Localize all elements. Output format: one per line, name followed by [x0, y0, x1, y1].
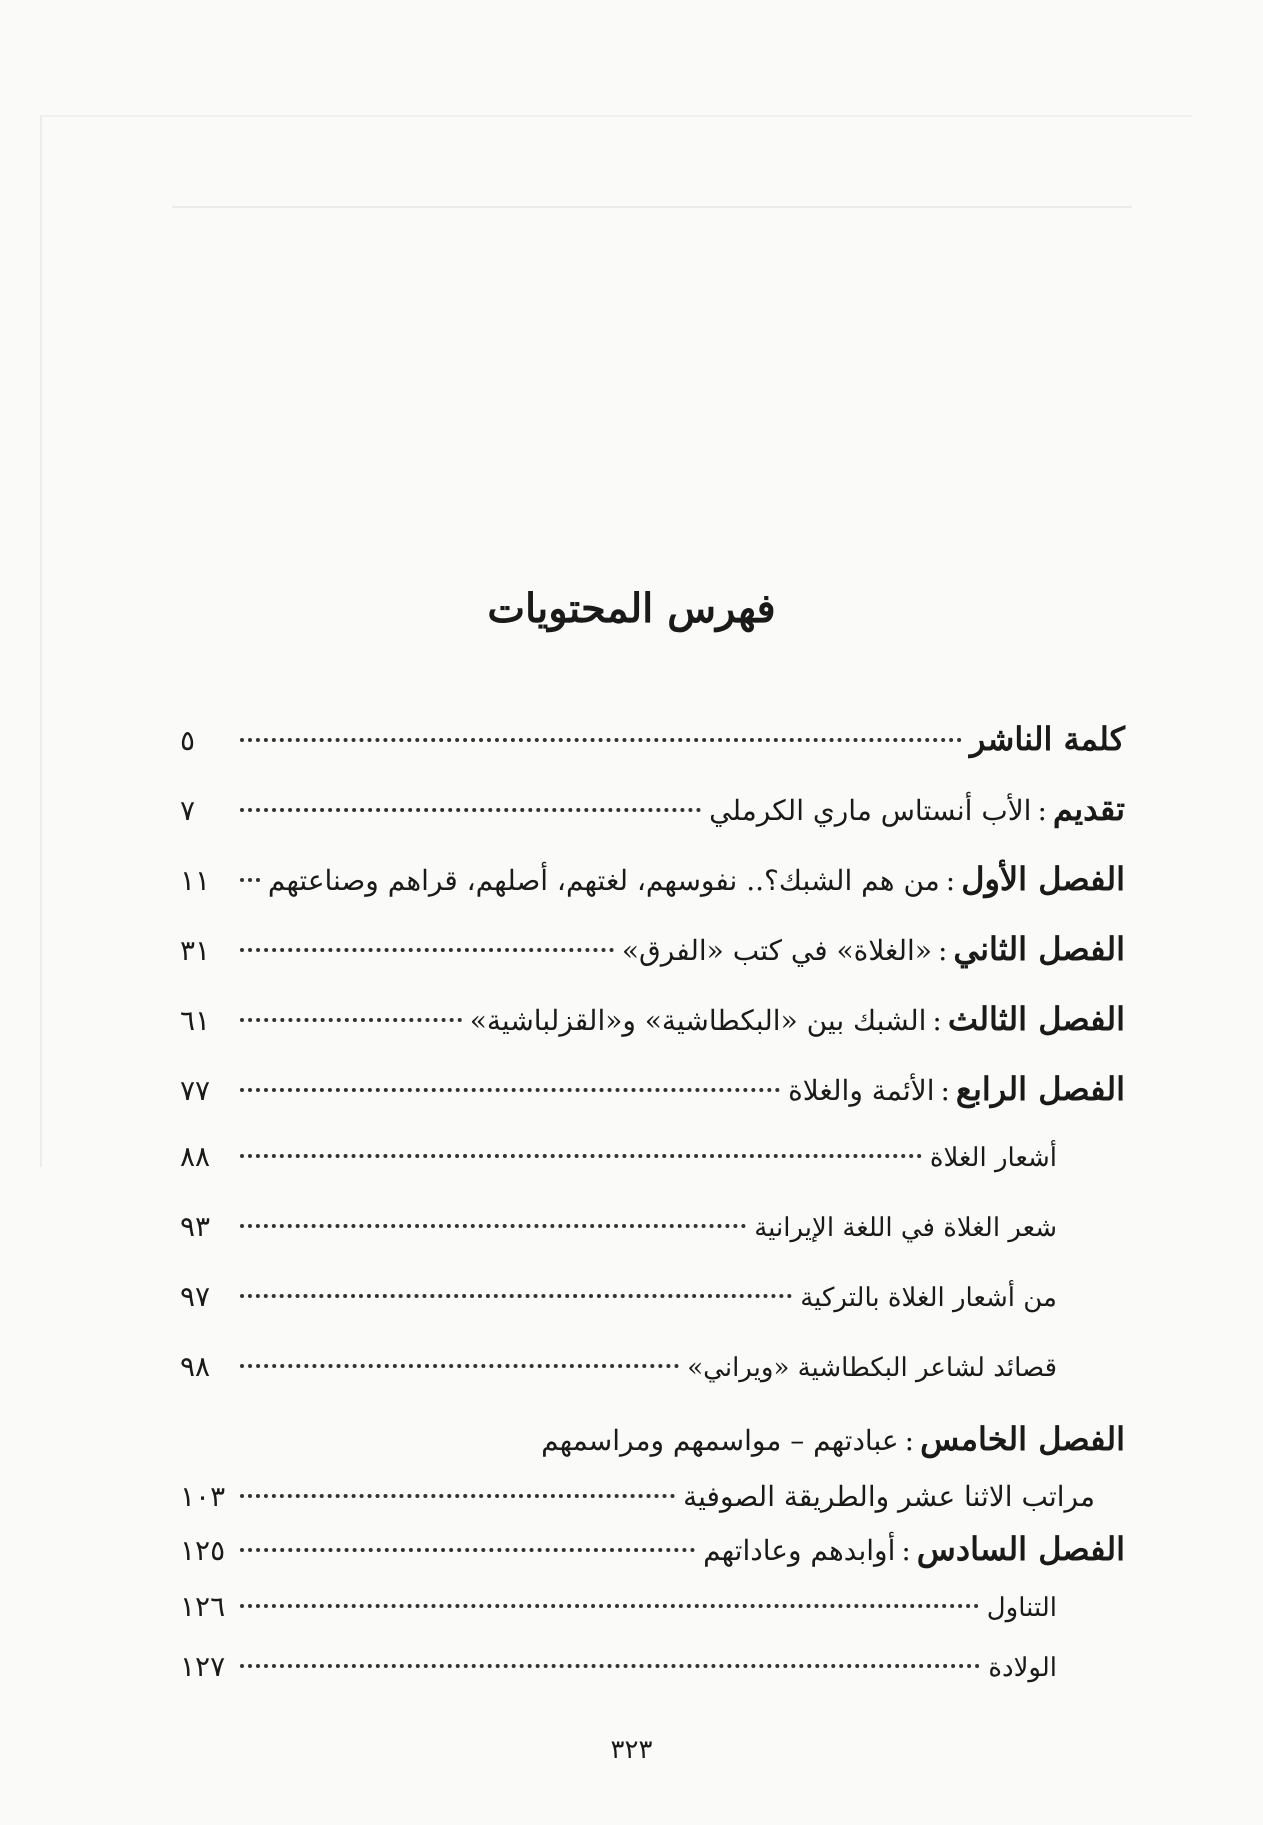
colon-separator: : [945, 864, 956, 897]
toc-entry-chapter-5-continuation[interactable] [180, 1480, 1125, 1520]
toc-entry-text [930, 1143, 1125, 1173]
toc-page-number: ١٢٥ [180, 1534, 226, 1567]
toc-entry-chapter-3[interactable] [180, 990, 1125, 1060]
toc-entry-title: الأب أنستاس ماري الكرملي [709, 794, 1032, 827]
toc-entry-text [709, 790, 1125, 828]
dot-leader [240, 1664, 980, 1668]
toc-entry-text [470, 1000, 1125, 1038]
toc-entry-title: الأئمة والغلاة [788, 1074, 935, 1107]
page-title: فهرس المحتويات [487, 585, 776, 632]
dot-leader [240, 1604, 979, 1608]
toc-entry-chapter-6[interactable] [180, 1520, 1125, 1590]
dot-leader [240, 948, 614, 952]
toc-entry-label: الفصل الخامس [920, 1420, 1125, 1458]
toc-entry-text [268, 860, 1125, 898]
toc-subentry[interactable] [180, 1200, 1125, 1270]
toc-page-number: ١٢٧ [180, 1650, 226, 1683]
toc-page-number: ٨٨ [180, 1140, 211, 1173]
toc-entry-title: «الغلاة» في كتب «الفرق» [621, 934, 932, 967]
toc-entry-chapter-2[interactable] [180, 920, 1125, 990]
dot-leader [240, 738, 962, 742]
toc-entry-label: الفصل الرابع [955, 1070, 1125, 1108]
toc-entry-chapter-4[interactable] [180, 1060, 1125, 1130]
toc-entry-label: كلمة الناشر [969, 720, 1125, 758]
toc-entry-text [622, 930, 1125, 968]
dot-leader [240, 1364, 679, 1368]
toc-page-number: ٧٧ [180, 1074, 211, 1107]
toc-page-number: ١٢٦ [180, 1590, 226, 1623]
page-number: ٣٢٣ [610, 1735, 653, 1765]
toc-entry-publisher-note[interactable] [180, 710, 1125, 780]
table-of-contents [180, 710, 1125, 1710]
toc-entry-title: مراتب الاثنا عشر والطريقة الصوفية [683, 1480, 1095, 1513]
dot-leader [240, 1494, 675, 1498]
toc-entry-text [703, 1530, 1125, 1568]
toc-page-number: ٧ [180, 794, 196, 827]
toc-entry-text [970, 720, 1125, 758]
toc-subentry[interactable] [180, 1270, 1125, 1340]
colon-separator: : [901, 1534, 911, 1567]
toc-page-number: ٣١ [180, 934, 211, 967]
toc-page-number: ٩٨ [180, 1350, 211, 1383]
colon-separator: : [1037, 794, 1047, 827]
toc-subentry[interactable] [180, 1130, 1125, 1200]
toc-entry-chapter-5[interactable] [180, 1410, 1125, 1480]
toc-entry-text [754, 1213, 1125, 1243]
toc-subentry[interactable] [180, 1340, 1125, 1410]
toc-entry-text [988, 1653, 1125, 1683]
dot-leader [240, 878, 260, 882]
toc-entry-title: من هم الشبك؟.. نفوسهم، لغتهم، أصلهم، قراهم وصناعتهم [267, 864, 940, 897]
toc-entry-text [987, 1593, 1125, 1623]
toc-page-number: ١١ [180, 864, 211, 897]
toc-subentry[interactable] [180, 1590, 1125, 1650]
colon-separator: : [932, 1004, 942, 1037]
toc-entry-text [541, 1420, 1125, 1458]
toc-page-number: ٩٣ [180, 1210, 211, 1243]
toc-entry-title: التناول [986, 1593, 1057, 1623]
toc-entry-label: تقديم [1052, 790, 1125, 828]
bleed-through-rule [172, 206, 1132, 208]
dot-leader [240, 1548, 695, 1552]
toc-entry-label: الفصل الثالث [947, 1000, 1125, 1038]
dot-leader [240, 808, 701, 812]
toc-entry-label: الفصل السادس [916, 1530, 1125, 1568]
colon-separator: : [940, 1074, 950, 1107]
toc-entry-title: أوابدهم وعاداتهم [703, 1534, 896, 1567]
dot-leader [240, 1154, 922, 1158]
toc-subentry[interactable] [180, 1650, 1125, 1710]
toc-entry-text [683, 1480, 1125, 1513]
colon-separator: : [904, 1424, 915, 1457]
dot-leader [240, 1018, 462, 1022]
toc-page-number: ١٠٣ [180, 1480, 226, 1513]
toc-entry-title: شعر الغلاة في اللغة الإيرانية [754, 1213, 1057, 1243]
dot-leader [240, 1224, 746, 1228]
toc-entry-title: الولادة [988, 1653, 1057, 1683]
toc-entry-label: الفصل الأول [961, 860, 1125, 898]
toc-entry-text [788, 1070, 1125, 1108]
toc-entry-title: أشعار الغلاة [929, 1143, 1057, 1173]
toc-entry-text [800, 1283, 1125, 1313]
toc-entry-title: قصائد لشاعر البكطاشية «ويراني» [687, 1353, 1057, 1383]
toc-entry-introduction[interactable] [180, 780, 1125, 850]
toc-page-number: ٦١ [180, 1004, 211, 1037]
colon-separator: : [937, 934, 948, 967]
toc-entry-title: عبادتهم – مواسمهم ومراسمهم [541, 1424, 899, 1457]
toc-entry-label: الفصل الثاني [953, 930, 1125, 968]
toc-entry-title: الشبك بين «البكطاشية» و«القزلباشية» [469, 1004, 927, 1037]
toc-entry-text [687, 1353, 1125, 1383]
toc-page-number: ٩٧ [180, 1280, 211, 1313]
toc-entry-chapter-1[interactable] [180, 850, 1125, 920]
dot-leader [240, 1088, 780, 1092]
toc-page-number: ٥ [180, 724, 196, 757]
toc-entry-title: من أشعار الغلاة بالتركية [800, 1283, 1057, 1313]
dot-leader [240, 1294, 792, 1298]
